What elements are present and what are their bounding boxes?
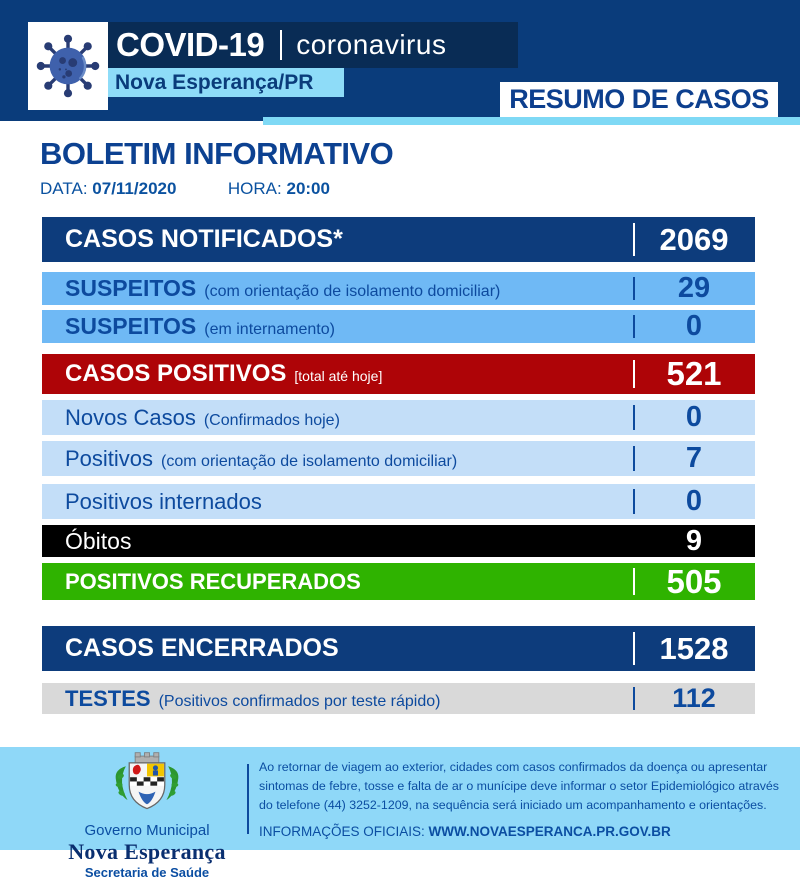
row-label: CASOS ENCERRADOS: [65, 634, 339, 662]
row-value: 112: [633, 683, 755, 714]
row-label-cell: [42, 405, 633, 431]
summary-banner-label: RESUMO DE CASOS: [509, 84, 769, 114]
row-value: 0: [633, 400, 755, 435]
row-label: Óbitos: [65, 527, 132, 554]
footer-divider: [247, 764, 249, 834]
row-value: 2069: [633, 217, 755, 262]
row-label: SUSPEITOS: [65, 275, 197, 301]
row-value: 29: [633, 272, 755, 305]
row-sublabel: (Confirmados hoje): [203, 411, 340, 429]
coat-of-arms-icon: [108, 751, 186, 817]
row-value: 0: [633, 310, 755, 343]
footer: [0, 747, 800, 880]
table-row: [42, 272, 755, 305]
notice-paragraph: Ao retornar de viagem ao exterior, cidades com casos confirmados da doença ou apresentar sintomas de febre, tosse e falta de ar o munícipe deve informar o setor Epidemiológico através do telefone (44) 3252-1209, na sequência será iniciado um acompanhamento e orientações.: [259, 760, 779, 812]
row-label-cell: [42, 225, 633, 254]
table-row: [42, 525, 755, 557]
date-line: [40, 179, 393, 199]
row-label: SUSPEITOS: [65, 313, 197, 339]
table-row: [42, 626, 755, 671]
row-label-cell: [42, 686, 633, 712]
title-separator-bar: [280, 30, 282, 60]
covid-title-bar: [106, 22, 518, 68]
org-line1: Governo Municipal: [84, 822, 210, 839]
virus-icon: [34, 29, 102, 103]
row-sublabel: (com orientação de isolamento domiciliar): [204, 283, 501, 300]
table-row: [42, 310, 755, 343]
row-value: 0: [633, 484, 755, 519]
page-title: BOLETIM INFORMATIVO: [40, 136, 394, 171]
row-value: 9: [685, 524, 703, 557]
table-row: [42, 354, 755, 394]
covid-title: COVID-19: [116, 26, 265, 63]
date-value: 07/11/2020: [92, 179, 177, 198]
org-name: Nova Esperança: [68, 838, 226, 864]
covid-subtitle: coronavirus: [296, 29, 447, 60]
row-sublabel: (em internamento): [204, 321, 335, 338]
city-label: Nova Esperança/PR: [115, 71, 314, 94]
table-row: [42, 683, 755, 714]
city-bar: [106, 68, 344, 97]
row-label-cell: [42, 313, 633, 340]
row-sublabel: [total até hoje]: [294, 368, 383, 384]
row-label: Novos Casos: [65, 404, 196, 430]
info-label: INFORMAÇÕES OFICIAIS:: [259, 823, 425, 839]
table-row: [42, 563, 755, 600]
row-label: Positivos internados: [65, 488, 262, 514]
summary-banner: [500, 82, 778, 117]
time-label: HORA:: [227, 179, 282, 198]
row-value: 521: [633, 354, 755, 394]
row-label-cell: [42, 489, 633, 515]
title-block: [40, 136, 393, 199]
row-label: Positivos: [65, 445, 154, 471]
table-row: [42, 217, 755, 262]
row-label: POSITIVOS RECUPERADOS: [65, 568, 361, 594]
cyan-strip: [263, 117, 800, 125]
row-label: CASOS NOTIFICADOS*: [65, 225, 343, 253]
footer-notice: [259, 758, 793, 839]
row-value: 1528: [633, 626, 755, 671]
official-info-line: [259, 824, 793, 839]
row-sublabel: (Positivos confirmados por teste rápido): [158, 692, 441, 710]
time-value: 20:00: [286, 179, 330, 198]
row-label-cell: [42, 275, 633, 302]
row-label-cell: [42, 446, 633, 472]
table-row: [42, 400, 755, 435]
row-label: CASOS POSITIVOS: [65, 360, 287, 387]
row-value: 505: [633, 563, 755, 600]
header: [0, 0, 800, 121]
official-site-link[interactable]: WWW.NOVAESPERANCA.PR.GOV.BR: [428, 823, 671, 839]
row-label-cell: [42, 528, 633, 555]
row-label-cell: [42, 360, 633, 388]
row-sublabel: (com orientação de isolamento domiciliar): [161, 452, 458, 470]
table-row: [42, 441, 755, 476]
row-label-cell: [42, 569, 633, 595]
table-row: [42, 484, 755, 519]
cases-table: [42, 217, 755, 714]
municipal-logo-block: [52, 751, 242, 880]
row-label: TESTES: [65, 685, 151, 711]
virus-logo-box: [28, 22, 108, 110]
date-label: DATA:: [40, 179, 88, 198]
org-dept: Secretaria de Saúde: [84, 864, 210, 880]
row-value: 7: [633, 441, 755, 476]
row-label-cell: [42, 634, 633, 663]
